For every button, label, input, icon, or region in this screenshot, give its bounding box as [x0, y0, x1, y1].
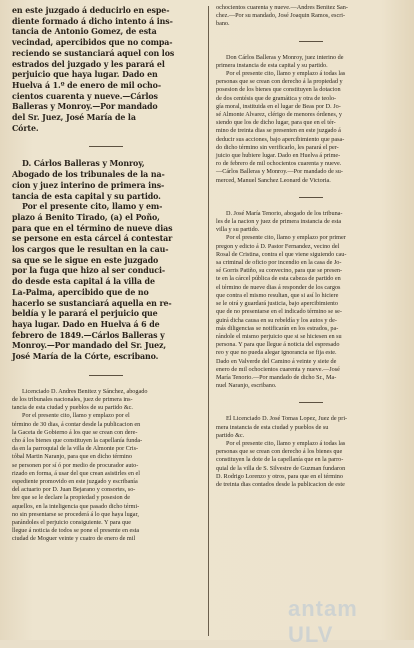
text-line: del actuario por D. Juan Bejarano y consortes, so-	[12, 486, 136, 494]
text-line: da en la parroquial de la villa de Almonte por Cris-	[12, 445, 139, 453]
text-line: constituyen la dote de la capellanía que en la parro-	[216, 456, 344, 464]
text-line: en este juzgado á deducirlo en espe-	[12, 6, 170, 15]
right-notice-1	[216, 4, 406, 29]
text-line: espediente promovido en este juzgado y escribanía	[12, 478, 138, 486]
text-line: do dicho término sin verificarlo, les parará el per-	[216, 143, 339, 151]
text-line: de los tribunales nacionales, juez de primera ins-	[12, 396, 133, 403]
text-line: Balleras y Monroy.—Por mandado	[12, 102, 158, 112]
text-line: se le oirá y guardará justicia, bajo apercibimiento	[216, 300, 338, 308]
text-line: siendo que los de dicho lugar, para que en el tér-	[216, 119, 336, 127]
text-line: Por el presente cito, llamo y emplazo á todas las	[226, 439, 346, 447]
text-line: el término de nueve dias á responder de los cargos	[216, 283, 341, 291]
notice-heading: D. José María Tenorio, abogado de los tribuna-	[226, 209, 343, 217]
text-line: Rosal de Cristina, contra el que viene siguiendo cau-	[216, 250, 347, 258]
right-notice-4	[216, 415, 406, 489]
text-line: bre que se le declare la propiedad y posesion de	[12, 494, 131, 502]
text-line: cientos cuarenta y nueve.—Cárlos	[12, 91, 158, 101]
text-line: tancia de esta ciudad y pueblos de su partido &c.	[12, 404, 133, 412]
right-notice-2	[216, 54, 406, 185]
text-line: sé Gorris Patiño, su convecino, para que se presen-	[216, 267, 343, 275]
text-line: que contra el mismo resultan, que si así lo hiciere	[216, 291, 339, 299]
left-notice-3	[12, 388, 200, 544]
text-line: beldía y le parará el perjuicio que	[12, 309, 158, 319]
text-line: febrero de 1849.—Cárlos Balleras y	[12, 330, 165, 340]
text-line: se persone en esta cárcel á contestar	[12, 234, 173, 244]
text-line: Dado en Valverde del Camino á veinte y siete de	[216, 357, 337, 365]
text-line: persona. Y para que llegue á noticia del espresado	[216, 341, 340, 349]
text-line: Huelva á 1.º de enero de mil ocho-	[12, 80, 161, 90]
text-line: más diligencias se notificarán en los estrados, pa-	[216, 324, 339, 332]
separator-rule	[299, 402, 323, 403]
text-line: de dos centésis que de gramática y otra de teolo-	[216, 94, 337, 102]
text-line: La-Palma, apercibido que de no	[12, 287, 149, 297]
text-line: la Gaceta de Gobierno á los que se crean con dere-	[12, 428, 138, 436]
text-line: ciudad de Moguer veinte y cuatro de enero de mil	[12, 535, 136, 543]
separator-rule	[299, 197, 323, 198]
text-line: pregon y edicto á D. Pastor Fernandez, vecino del	[216, 242, 340, 250]
text-line: juicio que hubiere lugar. Dado en Huelva á prime-	[216, 152, 341, 160]
text-line: Por el presente cito, llamo y emplazo por el	[22, 412, 130, 420]
text-line: hacerlo se sustanciará aquella en re-	[12, 298, 172, 308]
text-line: por la fuga que hizo al ser conduci-	[12, 266, 166, 276]
text-line: reo y que no pueda alegar ignorancia se fija este.	[216, 349, 337, 357]
text-line: se personen por sí ó por medio de procurador auto-	[12, 461, 139, 469]
text-line: Por el presente cito, llamo y emplazo á todas las	[226, 70, 346, 78]
text-line: deducir sus acciones, bajo apercibimiento que pasa-	[216, 135, 345, 143]
column-divider	[208, 6, 209, 636]
text-line: de treinta dias contados desde la publicacion de este	[216, 480, 345, 488]
text-line: te en la cárcel pública de esta cabeza de partido en	[216, 275, 341, 283]
text-line: personas que se crean con derecho á los bienes que	[216, 448, 343, 456]
text-line: término de 30 dias, á contar desde la publicacion en	[12, 420, 141, 428]
text-line: mera instancia de esta ciudad y pueblos de su	[216, 423, 329, 431]
text-line: José María de la Córte, escribano.	[12, 352, 159, 362]
text-line: Por el presente cito, llamo y emplazo por primer	[226, 234, 346, 242]
text-line: perjuicio que haya lugar. Dado en	[12, 70, 158, 80]
notice-heading: D. Cárlos Balleras y Monroy,	[22, 159, 145, 169]
text-line: sé Almonte Alvarez, clérigo de menores órdenes, y	[216, 111, 342, 119]
text-line: del Sr. Juez, José María de la	[12, 113, 136, 123]
text-line: enero de mil ochocientos cuarenta y nueve.—José	[216, 365, 340, 373]
separator-rule	[89, 146, 123, 147]
text-line: haya lugar. Dado en Huelva á 6 de	[12, 319, 160, 329]
text-line: los cargos que le resultan en la cau-	[12, 245, 169, 255]
text-line: partido &c.	[216, 431, 245, 439]
text-line: gía moral, instituida en el lugar de Beas por D. Jo-	[216, 102, 341, 110]
text-line: llegue á noticia de todos se pone el presente en esta	[12, 527, 140, 535]
text-line: diente formado á dicho intento á ins-	[12, 16, 173, 26]
text-line: primera instancia de esta capital y su partido.	[216, 61, 328, 69]
separator-rule	[299, 41, 323, 42]
text-line: cho á los bienes que constituyen la capellanía funda-	[12, 437, 143, 445]
text-line: para que en el término de nueve dias	[12, 223, 173, 233]
text-line: ochocientos cuarenta y nueve.—Andres Benitez San-	[216, 4, 348, 11]
text-line: tancia de Antonio Gomez, de esta	[12, 27, 157, 37]
text-line: no sin presentarse se procederá á lo que haya lugar,	[12, 510, 139, 518]
text-line: cion y juez interino de primera ins-	[12, 180, 165, 190]
text-line: tóbal Martin Naranjo, para que en dicho término	[12, 453, 132, 461]
text-line: reciendo se sustanciará aquel con los	[12, 48, 175, 58]
left-notice-1	[12, 6, 200, 134]
text-line: vecindad, apercibidos que no compa-	[12, 38, 173, 48]
text-line: les de la nacion y juez de primera instancia de esta	[216, 218, 342, 226]
text-line: aquellos, en la inteligencia que pasado dicho térmi-	[12, 502, 140, 510]
notice-heading: Don Cárlos Balleras y Monroy, juez interino de	[226, 53, 344, 61]
text-line: Por el presente cito, llamo y em-	[22, 202, 163, 212]
text-line: ro de febrero de mil ochocientos cuarenta y nueve.	[216, 160, 342, 168]
text-line: rándole el mismo perjuicio que si se hiciesen en su	[216, 332, 342, 340]
text-line: Abogado de los tribunales de la na-	[12, 170, 165, 180]
text-line: María Tenorio.—Por mandado de dicho Sr., Ma-	[216, 373, 337, 381]
right-notice-3	[216, 210, 406, 390]
left-notice-2	[12, 159, 200, 362]
text-line: villa y su partido.	[216, 226, 260, 234]
text-line: Monroy.—Por mandado del Sr. Juez,	[12, 341, 167, 351]
text-line: plazo á Benito Tirado, (a) el Poño,	[12, 212, 160, 222]
text-line: —Cárlos Balleras y Monroy.—Por mandado de su-	[216, 168, 343, 176]
text-line: sa criminal de oficio por incendio en la casa de Jo-	[216, 259, 342, 267]
library-watermark: antam ULV	[288, 596, 358, 647]
right-column	[216, 0, 406, 489]
text-line: D. Rodrigo Lorenzo y otros, para que en el término	[216, 472, 343, 480]
notice-heading: El Licenciado D. José Tomas Lopez, Juez de pri-	[226, 415, 348, 423]
text-line: merced, Manuel Sanchez Leonard de Victoria.	[216, 176, 331, 184]
text-line: chez.—Por su mandado, José Joaquin Ramos, escri-	[216, 12, 346, 20]
text-line: bano.	[216, 20, 230, 28]
text-line: quial de la villa de S. Silvestre de Guzman fundaron	[216, 464, 346, 472]
text-line: nuel Naranjo, escribano.	[216, 382, 277, 390]
text-line: estrados del juzgado y les parará el	[12, 59, 165, 69]
separator-rule	[89, 375, 123, 376]
text-line: rizado en forma, á usar del que crean asistirles en el	[12, 469, 140, 477]
text-line: tancia de esta capital y su partido.	[12, 191, 161, 201]
text-line: posesion de los bienes que constituyen la dotacion	[216, 86, 341, 94]
text-line: guirá dicha causa en su rebeldía y los autos y de-	[216, 316, 337, 324]
text-line: que de no presentarse en el indicado término se se-	[216, 308, 342, 316]
text-line: personas que se crean con derecho á la propiedad y	[216, 78, 343, 86]
left-column	[12, 0, 200, 544]
text-line: parándoles el perjuicio consiguiente. Y para que	[12, 519, 131, 527]
text-line: Córte.	[12, 123, 39, 133]
text-line: mino de treinta dias se presenten en este juzgado á	[216, 127, 341, 135]
text-line: do desde esta capital á la villa de	[12, 277, 155, 287]
notice-heading: Licenciado D. Andres Benitez y Sánchez, abogado	[22, 387, 148, 395]
text-line: sa que se le sigue en este juzgado	[12, 255, 159, 265]
